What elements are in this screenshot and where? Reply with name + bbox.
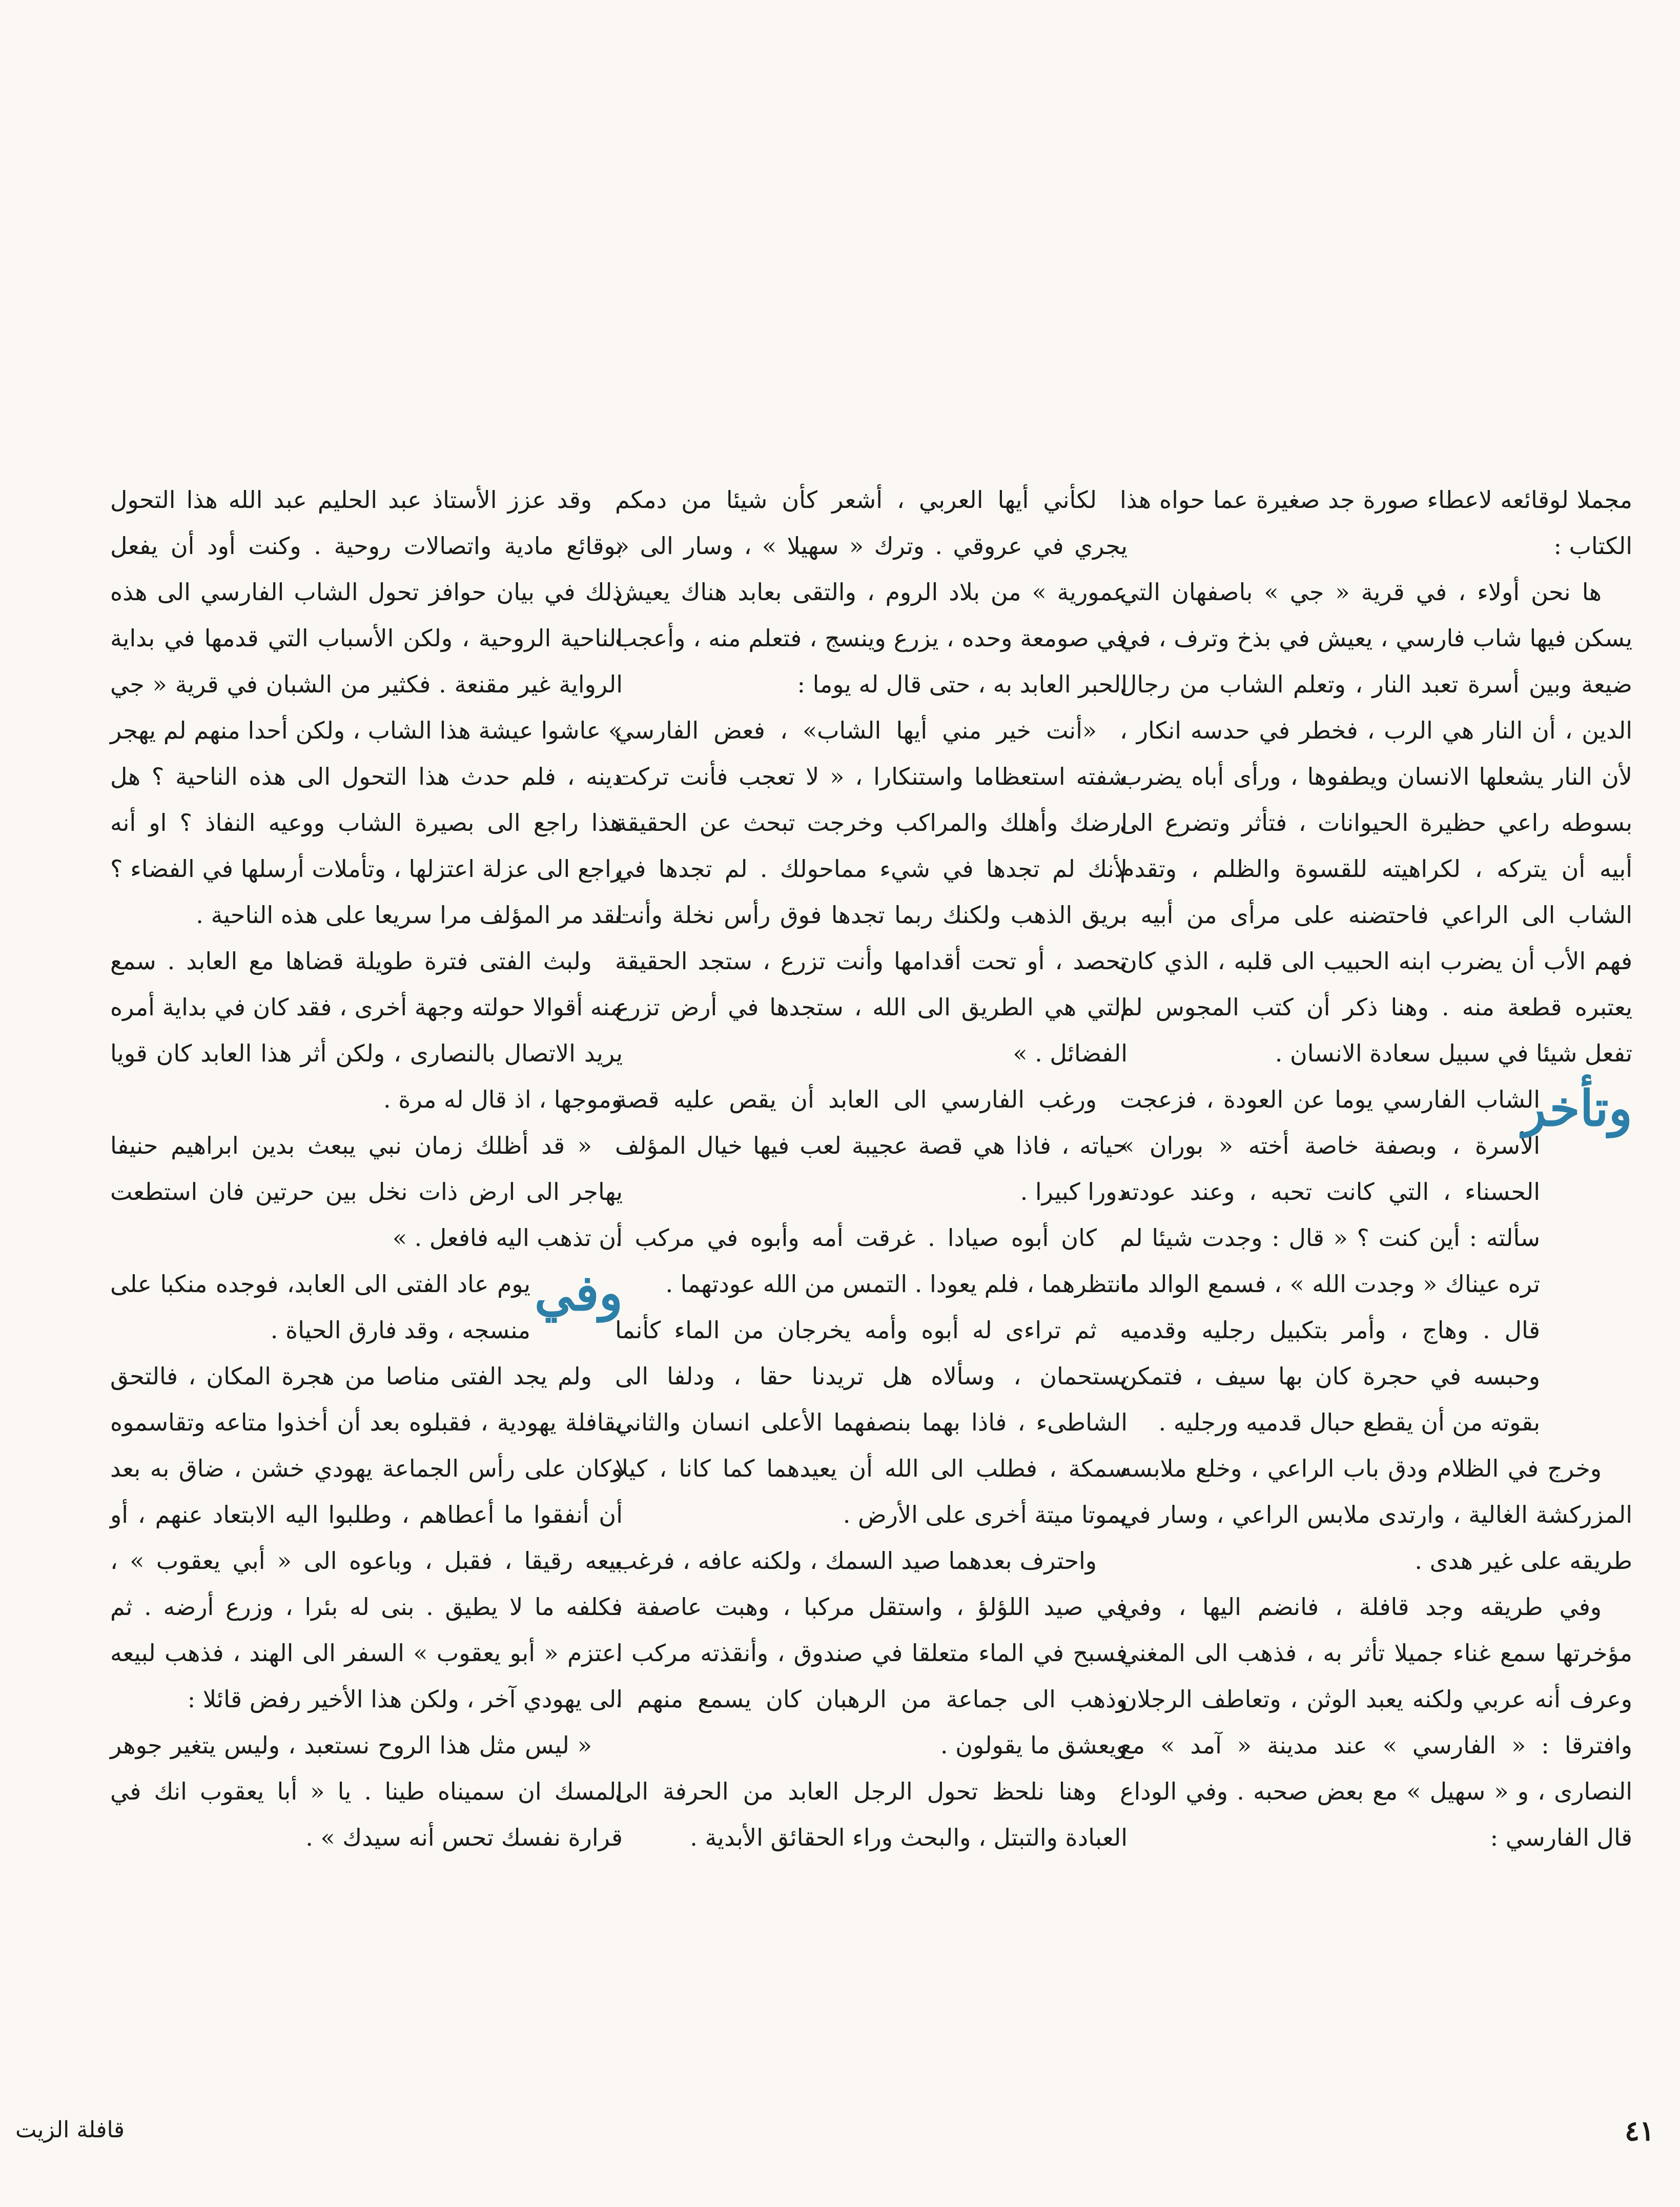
section-start: [1120, 1076, 1632, 1445]
paragraph: ها نحن أولاء ، في قرية « جي » باصفهان التي يسكن فيها شاب فارسي ، يعيش في بذخ وترف ، في ضيعة وبين أسرة تعبد النار ، وتعلم الشاب من رجال الدين ، أن النار هي الرب ، فخطر في حدسه انكار ، لأن النار يشعلها الانسان ويطفوها ، ورأى أباه يضرب بسوطه راعي حظيرة الحيوانات ، فتأثر وتضرع الى أبيه أن يتركه ، لكراهيته للقسوة والظلم ، وتقدم الشاب الى الراعي فاحتضنه على مرأى من أبيه ، فهم الأب أن يضرب ابنه الحبيب الى قلبه ، الذي كان يعتبره قطعة منه . وهنا ذكر أن كتب المجوس لم تفعل شيئا في سبيل سعادة الانسان .: [1120, 578, 1632, 1067]
text-column-middle: [615, 477, 1128, 1861]
paragraph: وهنا نلحظ تحول الرجل العابد من الحرفة الى العبادة والتبتل ، والبحث وراء الحقائق الأبدية .: [615, 1777, 1128, 1851]
section-heading-word: وفي: [534, 1264, 623, 1322]
paragraph: يوم عاد الفتى الى العابد، فوجده منكبا على منسجه ، وقد فارق الحياة .: [110, 1270, 530, 1344]
paragraph: كان أبوه صيادا . غرقت أمه وأبوه في مركب . انتظرهما ، فلم يعودا . التمس من الله عودتهما .: [615, 1224, 1128, 1298]
paragraph: وخرج في الظلام ودق باب الراعي ، وخلع ملابسه المزركشة الغالية ، وارتدى ملابس الراعي ، وسار في طريقه على غير هدى .: [1120, 1455, 1632, 1575]
section-start: [110, 1261, 623, 1353]
magazine-title: قافلة الزيت: [15, 2117, 125, 2143]
paragraph: « قد أظلك زمان نبي يبعث بدين ابراهيم حنيفا يهاجر الى ارض ذات نخل بين حرتين فان استطعت أن تذهب اليه فافعل . »: [110, 1132, 623, 1252]
paragraph: « ليس مثل هذا الروح نستعبد ، وليس يتغير جوهر المسك ان سميناه طينا . يا « أبا يعقوب انك في قرارة نفسك تحس أنه سيدك » .: [110, 1731, 623, 1851]
paragraph: الشاب الفارسي يوما عن العودة ، فزعجت الأسرة ، وبصفة خاصة أخته « بوران » الحسناء ، التي كانت تحبه ، وعند عودته سألته : أين كنت ؟ « قال : وجدت شيئا لم تره عيناك « وجدت الله » ، فسمع الوالد ما قال . وهاج ، وأمر بتكبيل رجليه وقدميه وحبسه في حجرة كان بها سيف ، فتمكن بقوته من أن يقطع حبال قدميه ورجليه .: [1120, 1086, 1540, 1436]
paragraph: ولبث الفتى فترة طويلة قضاها مع العابد . سمع منه أقوالا حولته وجهة أخرى ، فقد كان في بداية أمره يريد الاتصال بالنصارى ، ولكن أثر هذا العابد كان قويا وموجها ، اذ قال له مرة .: [110, 947, 623, 1113]
paragraph: واحترف بعدهما صيد السمك ، ولكنه عافه ، فرغب في صيد اللؤلؤ ، واستقل مركبا ، وهبت عاصفة ، فسبح في الماء متعلقا في صندوق ، وأنقذته مركب . وذهب الى جماعة من الرهبان كان يسمع منهم ، ويعشق ما يقولون .: [615, 1547, 1128, 1759]
paragraph: لكأني أيها العربي ، أشعر كأن شيئا من دمكم يجري في عروقي . وترك « سهيلا » ، وسار الى « عمورية » من بلاد الروم ، والتقى بعابد هناك يعيش في صومعة وحده ، يزرع وينسج ، فتعلم منه ، وأعجب الحبر العابد به ، حتى قال له يوما :: [615, 486, 1128, 698]
paragraph: وقد عزز الأستاذ عبد الحليم عبد الله هذا التحول بوقائع مادية واتصالات روحية . وكنت أود أن يفعل ذلك في بيان حوافز تحول الشاب الفارسي الى هذه الناحية الروحية ، ولكن الأسباب التي قدمها في بداية الرواية غير مقنعة . فكثير من الشبان في قرية « جي » عاشوا عيشة هذا الشاب ، ولكن أحدا منهم لم يهجر دينه ، فلم حدث هذا التحول الى هذه الناحية ؟ هل هذا راجع الى بصيرة الشاب ووعيه النفاذ ؟ او أنه راجع الى عزلة اعتزلها ، وتأملات أرسلها في الفضاء ؟ لقد مر المؤلف مرا سريعا على هذه الناحية .: [110, 486, 623, 929]
text-column-right: [1120, 477, 1632, 1861]
paragraph: وفي طريقه وجد قافلة ، فانضم اليها ، وفي مؤخرتها سمع غناء جميلا تأثر به ، فذهب الى المغني وعرف أنه عربي ولكنه يعبد الوثن ، وتعاطف الرجلان وافترقا : « الفارسي » عند مدينة « آمد » مع النصارى ، و « سهيل » مع بعض صحبه . وفي الوداع قال الفارسي :: [1120, 1593, 1632, 1851]
paragraph: ورغب الفارسي الى العابد أن يقص عليه قصة حياته ، فاذا هي قصة عجيبة لعب فيها خيال المؤلف دورا كبيرا .: [615, 1086, 1128, 1205]
paragraph: «أنت خير مني أيها الشاب» ، فعض الفارسي شفته استعظاما واستنكارا ، « لا تعجب فأنت تركت ارضك وأهلك والمراكب وخرجت تبحث عن الحقيقة لأنك لم تجدها في شيء مماحولك . لم تجدها في بريق الذهب ولكنك ربما تجدها فوق رأس نخلة وأنت تحصد ، أو تحت أقدامها وأنت تزرع ، ستجد الحقيقة التي هي الطريق الى الله ، ستجدها في أرض تزرع الفضائل . »: [615, 717, 1128, 1067]
paragraph: ثم تراءى له أبوه وأمه يخرجان من الماء كأنما يستحمان ، وسألاه هل تريدنا حقا ، ودلفا الى الشاطىء ، فاذا بهما بنصفهما الأعلى انسان والثاني سمكة ، فطلب الى الله أن يعيدهما كما كانا ، كيلا يموتا ميتة أخرى على الأرض .: [615, 1316, 1128, 1528]
paragraph: ولم يجد الفتى مناصا من هجرة المكان ، فالتحق بقافلة يهودية ، فقبلوه بعد أن أخذوا متاعه وتقاسموه وكان على رأس الجماعة يهودي خشن ، ضاق به بعد أن أنفقوا ما أعطاهم ، وطلبوا اليه الابتعاد عنهم ، أو بيعه رقيقا ، فقبل ، وباعوه الى « أبي يعقوب » ، فكلفه ما لا يطيق . بنى له بئرا ، وزرع أرضه . ثم اعتزم « أبو يعقوب » السفر الى الهند ، فذهب لبيعه الى يهودي آخر ، ولكن هذا الأخير رفض قائلا :: [110, 1362, 623, 1713]
section-heading-word: وتأخر: [1522, 1079, 1632, 1137]
paragraph: مجملا لوقائعه لاعطاء صورة جد صغيرة عما حواه هذا الكتاب :: [1120, 486, 1632, 560]
text-column-left: [110, 477, 623, 1861]
page-number: ٤١: [1624, 2114, 1654, 2147]
